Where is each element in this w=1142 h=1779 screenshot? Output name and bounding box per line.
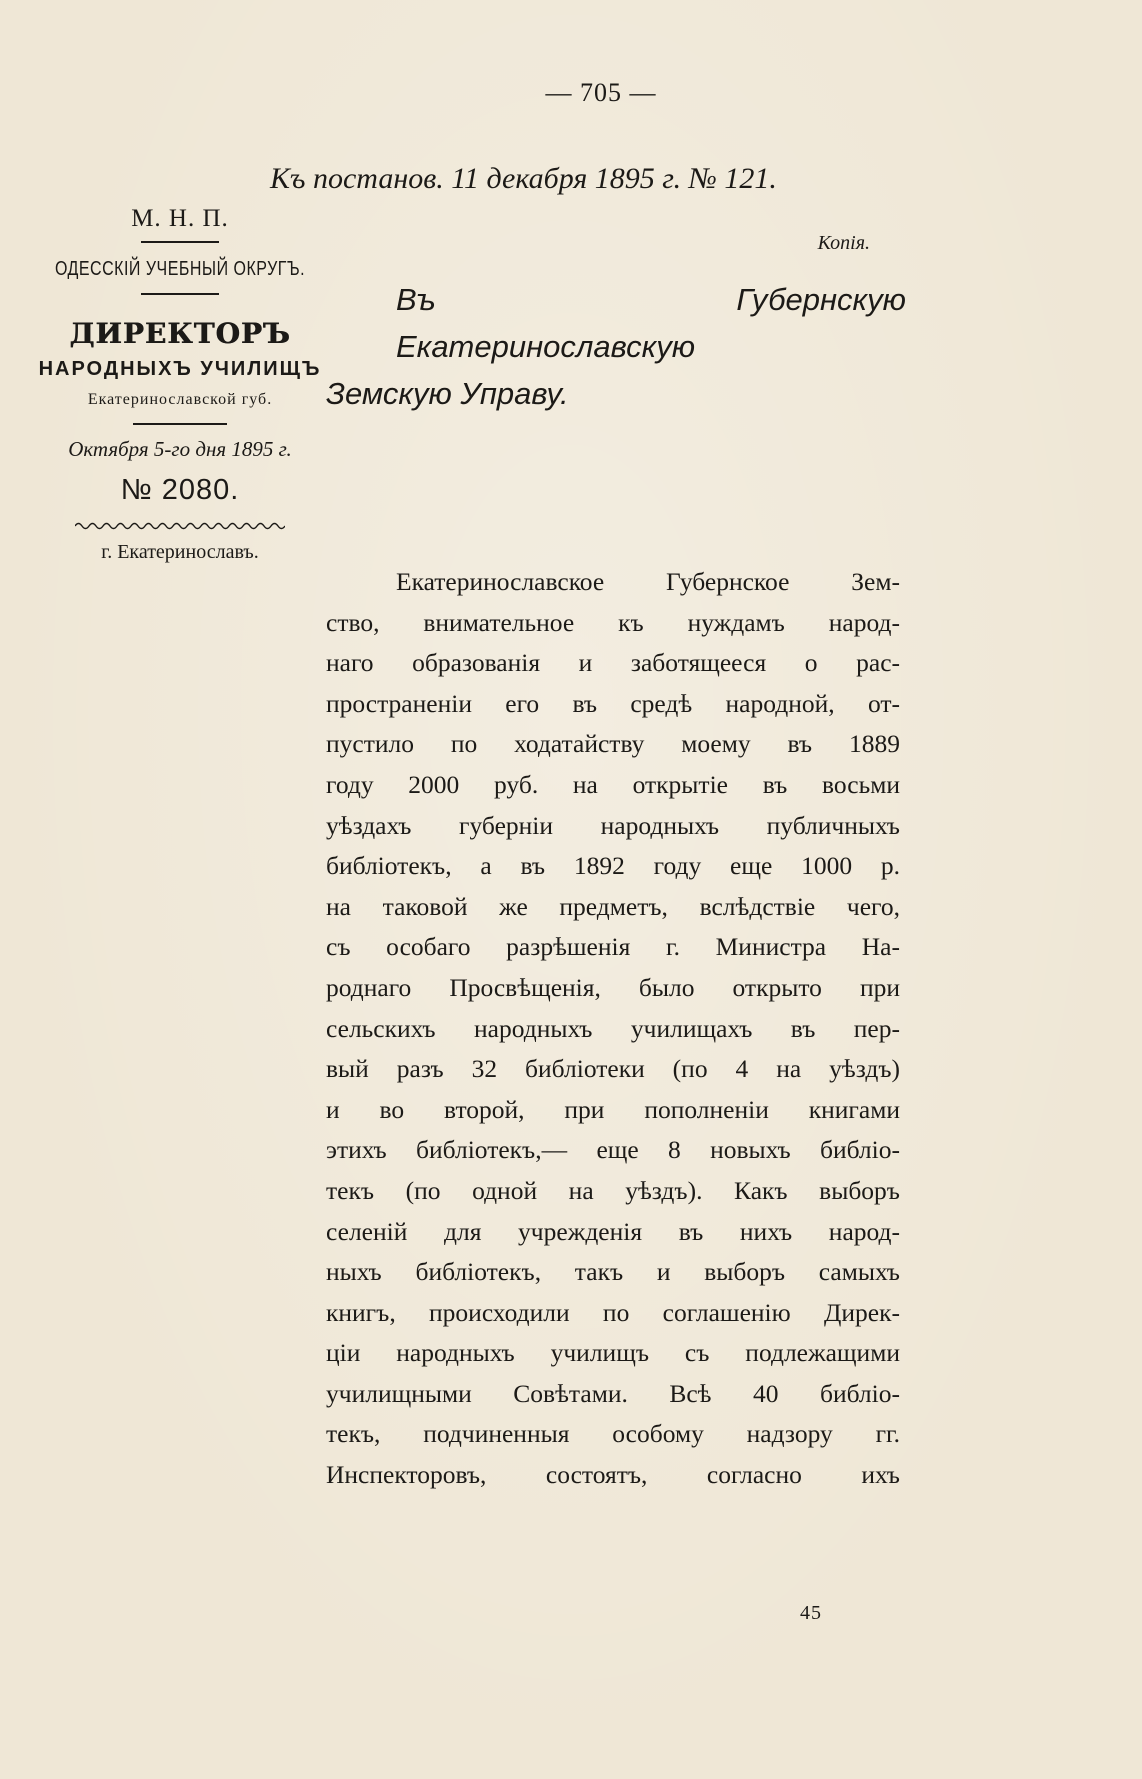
body-line: текъ, подчиненныя особому надзору гг. — [326, 1419, 900, 1449]
letterhead — [30, 205, 330, 564]
divider-rule — [141, 241, 219, 243]
ministry-abbrev: М. Н. П. — [131, 205, 229, 232]
body-line: на таковой же предметъ, вслѣдствіе чего, — [326, 891, 900, 921]
addressee-part-1: Въ Екатеринославскую — [396, 282, 696, 364]
addressee — [326, 276, 906, 417]
letter-body — [326, 562, 900, 1496]
body-line: роднаго Просвѣщенія, было открыто при — [326, 972, 900, 1002]
body-line: этихъ библіотекъ,— еще 8 новыхъ библіо- — [326, 1135, 900, 1165]
school-district: ОДЕССКІЙ УЧЕБНЫЙ ОКРУГЪ. — [54, 258, 306, 280]
body-line: наго образованія и заботящееся о рас- — [326, 648, 900, 678]
body-line: пустило по ходатайству моему въ 1889 — [326, 729, 900, 759]
body-line: съ особаго разрѣшенія г. Министра На- — [326, 932, 900, 962]
letter-date: Октября 5-го дня 1895 г. — [68, 437, 292, 461]
body-line: библіотекъ, а въ 1892 году еще 1000 р. — [326, 851, 900, 881]
signature-mark: 45 — [800, 1602, 822, 1624]
body-line: пространеніи его въ средѣ народной, от- — [326, 688, 900, 718]
addressee-line-2: Земскую Управу. — [326, 376, 569, 411]
schools-title: НАРОДНЫХЪ УЧИЛИЩЪ — [38, 358, 322, 380]
body-line: Екатеринославское Губернское Зем- — [396, 567, 900, 596]
city-name: г. Екатеринославъ. — [101, 541, 259, 563]
addressee-line-1 — [326, 276, 906, 370]
director-title: ДИРЕКТОРЪ — [69, 317, 291, 350]
divider-rule — [141, 293, 219, 295]
divider-rule — [133, 423, 227, 425]
resolution-reference: Къ постанов. 11 декабря 1895 г. № 121. — [270, 162, 777, 195]
body-line: ныхъ библіотекъ, такъ и выборъ самыхъ — [326, 1257, 900, 1287]
province-name: Екатеринославской губ. — [87, 391, 273, 408]
body-line: Инспекторовъ, состоятъ, согласно ихъ — [326, 1460, 900, 1490]
page-number: — 705 — — [545, 78, 657, 107]
wavy-divider — [75, 521, 285, 531]
body-line: книгъ, происходили по соглашенію Дирек- — [326, 1297, 900, 1327]
body-line: вый разъ 32 библіотеки (по 4 на уѣздъ) — [326, 1054, 900, 1084]
body-line: училищными Совѣтами. Всѣ 40 библіо- — [326, 1378, 900, 1408]
body-line: сельскихъ народныхъ училищахъ въ пер- — [326, 1013, 900, 1043]
body-line: текъ (по одной на уѣздъ). Какъ выборъ — [326, 1175, 900, 1205]
addressee-part-2: Губернскую — [736, 282, 906, 317]
copy-label: Копія. — [817, 232, 870, 254]
body-line: ціи народныхъ училищъ съ подлежащими — [326, 1338, 900, 1368]
body-line: уѣздахъ губерніи народныхъ публичныхъ — [326, 810, 900, 840]
body-line: и во второй, при пополненіи книгами — [326, 1094, 900, 1124]
body-line: году 2000 руб. на открытіе въ восьми — [326, 769, 900, 799]
letter-number: № 2080. — [120, 474, 240, 506]
body-line: ство, внимательное къ нуждамъ народ- — [326, 607, 900, 637]
body-line: селеній для учрежденія въ нихъ народ- — [326, 1216, 900, 1246]
